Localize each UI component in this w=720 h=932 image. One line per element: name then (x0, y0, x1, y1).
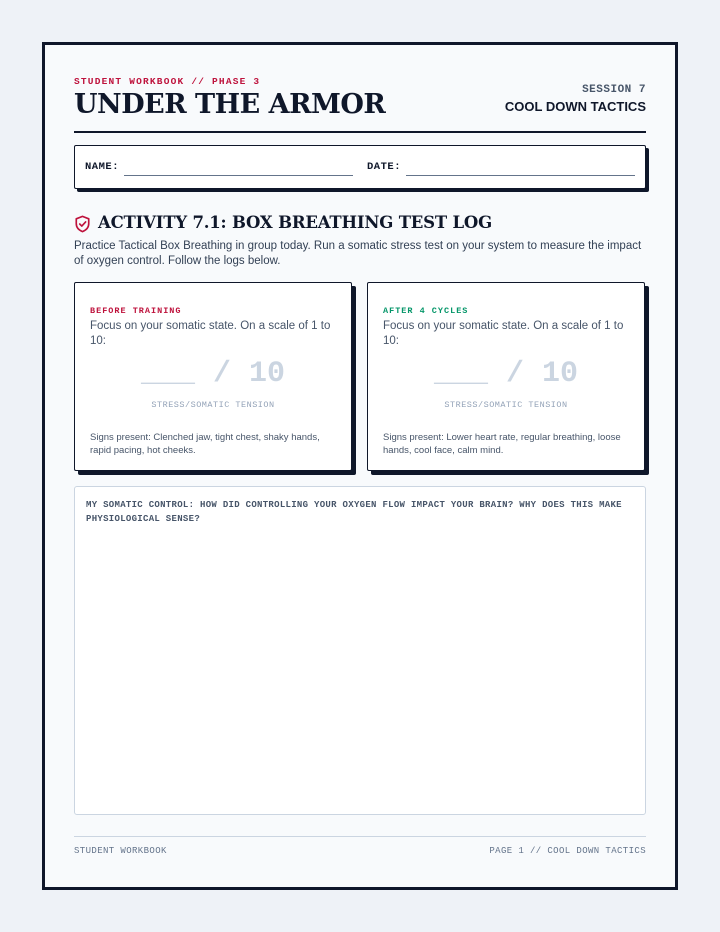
stress-rating-field[interactable]: ___ / 10 (433, 357, 579, 391)
date-field[interactable] (406, 175, 635, 176)
name-label: NAME: (85, 161, 120, 173)
session-number: SESSION 7 (582, 84, 646, 96)
name-field[interactable] (124, 175, 353, 176)
card-prompt: Focus on your somatic state. On a scale of 1 to 10: (90, 320, 331, 347)
page-footer (74, 836, 646, 860)
page-header (74, 76, 646, 133)
scale-label: STRESS/SOMATIC TENSION (151, 400, 275, 410)
activity-heading (74, 212, 654, 236)
signs-text: Signs present: Lower heart rate, regular breathing, loose hands, cool face, calm mind. (383, 432, 621, 456)
card-prompt: Focus on your somatic state. On a scale of 1 to 10: (383, 320, 624, 347)
date-label: DATE: (367, 161, 402, 173)
stress-rating-field[interactable]: ___ / 10 (140, 357, 286, 391)
activity-title: ACTIVITY 7.1: BOX BREATHING TEST LOG (98, 213, 492, 232)
shield-icon (74, 215, 91, 233)
worksheet-page (42, 42, 678, 890)
scale-label: STRESS/SOMATIC TENSION (444, 400, 568, 410)
page-title: UNDER THE ARMOR (74, 89, 386, 120)
after-cycles-card (367, 282, 645, 471)
reflection-answer-box[interactable] (74, 486, 646, 815)
session-title: COOL DOWN TACTICS (504, 99, 646, 114)
signs-text: Signs present: Clenched jaw, tight chest, shaky hands, rapid pacing, hot cheeks. (90, 432, 320, 456)
footer-left: STUDENT WORKBOOK (74, 846, 167, 856)
card-tag: AFTER 4 CYCLES (383, 306, 469, 316)
footer-page-info: PAGE 1 // COOL DOWN TACTICS (489, 846, 646, 856)
reflection-question: MY SOMATIC CONTROL: HOW DID CONTROLLING YOUR OXYGEN FLOW IMPACT YOUR BRAIN? WHY DOES THIS MAKE PHYSIOLOGICAL SENSE? (86, 500, 622, 524)
card-tag: BEFORE TRAINING (90, 306, 182, 316)
student-info-box (74, 145, 646, 189)
workbook-phase-label: STUDENT WORKBOOK // PHASE 3 (74, 76, 261, 87)
activity-intro: Practice Tactical Box Breathing in group today. Run a somatic stress test on your system to measure the impact of oxygen control. Follow the logs below. (74, 240, 642, 267)
before-training-card (74, 282, 352, 471)
